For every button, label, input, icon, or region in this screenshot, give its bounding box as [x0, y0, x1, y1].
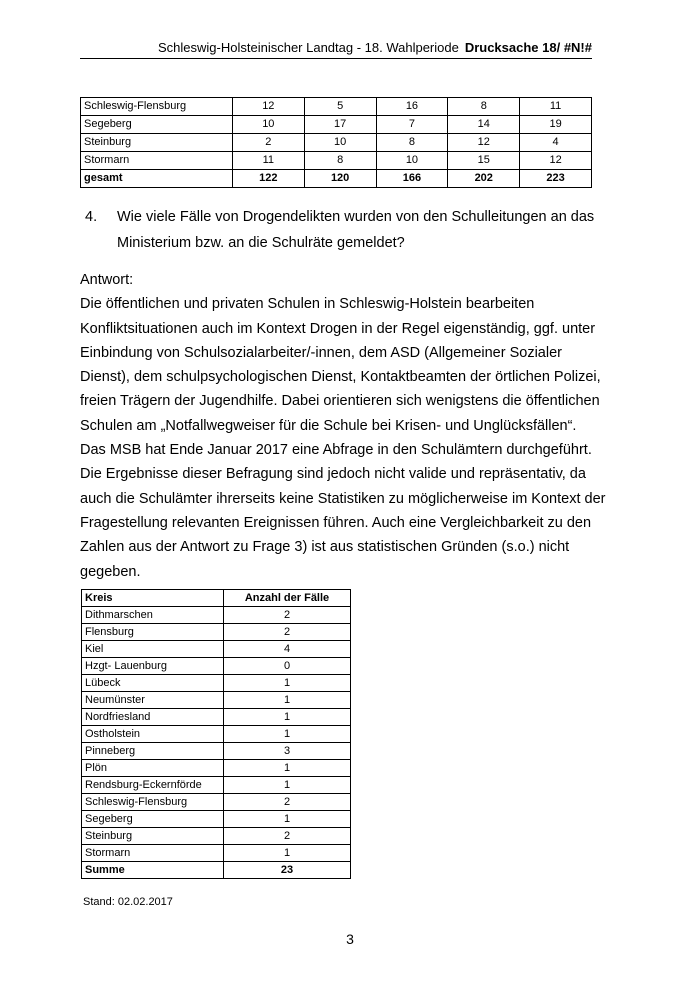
total-value: 23 [224, 862, 351, 879]
question-text: Wie viele Fälle von Drogendelikten wurden von den Schulleitungen an das Ministerium bzw. an die Schulräte gemeldet? [117, 209, 595, 251]
stand-date: Stand: 02.02.2017 [83, 896, 173, 908]
value-cell: 10 [304, 134, 376, 152]
value-cell: 12 [448, 134, 520, 152]
count-cell: 1 [224, 845, 351, 862]
count-cell: 1 [224, 675, 351, 692]
table-row [82, 726, 351, 743]
column-header-anzahl: Anzahl der Fälle [224, 590, 351, 607]
cases-table-continued [80, 97, 592, 188]
table-row [82, 760, 351, 777]
value-cell: 4 [520, 134, 592, 152]
value-cell: 12 [232, 98, 304, 116]
count-cell: 1 [224, 777, 351, 794]
table-row [82, 811, 351, 828]
total-value: 223 [520, 170, 592, 188]
page-number: 3 [346, 931, 354, 947]
table-row [82, 845, 351, 862]
kreis-cell: Rendsburg-Eckernförde [82, 777, 224, 794]
table-row [82, 777, 351, 794]
kreis-cell: Kiel [82, 641, 224, 658]
header-title: Schleswig-Holsteinischer Landtag - 18. Wahlperiode [158, 40, 459, 55]
table-row [81, 152, 592, 170]
page-header [80, 38, 592, 59]
table-row [82, 624, 351, 641]
table-row [82, 828, 351, 845]
count-cell: 1 [224, 760, 351, 777]
table-row [82, 743, 351, 760]
kreis-cell: Segeberg [81, 116, 233, 134]
value-cell: 8 [304, 152, 376, 170]
answer-label: Antwort: [80, 272, 134, 288]
kreis-cell: Flensburg [82, 624, 224, 641]
value-cell: 8 [376, 134, 448, 152]
question-number: 4. [85, 209, 98, 225]
table-row [81, 134, 592, 152]
total-label: Summe [82, 862, 224, 879]
table-row [81, 98, 592, 116]
value-cell: 19 [520, 116, 592, 134]
table-row [81, 116, 592, 134]
value-cell: 5 [304, 98, 376, 116]
kreis-cell: Lübeck [82, 675, 224, 692]
count-cell: 4 [224, 641, 351, 658]
table-row [82, 709, 351, 726]
total-value: 202 [448, 170, 520, 188]
table-row [82, 692, 351, 709]
kreis-cell: Stormarn [81, 152, 233, 170]
kreis-cell: Dithmarschen [82, 607, 224, 624]
value-cell: 8 [448, 98, 520, 116]
value-cell: 2 [232, 134, 304, 152]
kreis-cell: Steinburg [81, 134, 233, 152]
table-row [82, 675, 351, 692]
count-cell: 1 [224, 811, 351, 828]
count-cell: 1 [224, 692, 351, 709]
drucksache-number: Drucksache 18/ #N!# [464, 40, 592, 55]
value-cell: 11 [232, 152, 304, 170]
value-cell: 11 [520, 98, 592, 116]
value-cell: 10 [376, 152, 448, 170]
kreis-cell: Schleswig-Flensburg [81, 98, 233, 116]
value-cell: 16 [376, 98, 448, 116]
value-cell: 14 [448, 116, 520, 134]
value-cell: 7 [376, 116, 448, 134]
value-cell: 10 [232, 116, 304, 134]
count-cell: 3 [224, 743, 351, 760]
kreis-cell: Steinburg [82, 828, 224, 845]
kreis-cell: Hzgt- Lauenburg [82, 658, 224, 675]
table-row [82, 641, 351, 658]
kreis-cell: Pinneberg [82, 743, 224, 760]
value-cell: 15 [448, 152, 520, 170]
column-header-kreis: Kreis [82, 590, 224, 607]
count-cell: 0 [224, 658, 351, 675]
kreis-cell: Schleswig-Flensburg [82, 794, 224, 811]
kreis-cell: Neumünster [82, 692, 224, 709]
kreis-cell: Segeberg [82, 811, 224, 828]
total-value: 120 [304, 170, 376, 188]
kreis-cell: Plön [82, 760, 224, 777]
question-4 [80, 204, 612, 256]
answer-paragraph-1: Die öffentlichen und privaten Schulen in Schleswig-Holstein bearbeiten Konfliktsituationen auch im Kontext Drogen in der Regel eigenständig, ggf. unter Einbindung von Schulsozialarbeiter/-innen, dem ASD (Allgemeiner Sozialer Dienst), dem schulpsychologischen Dienst, Kontaktbeamten der örtlichen Polizei, freien Trägern der Jugendhilfe. Dabei orientieren sich wenigstens die öffentlichen Schulen am „Notfallwegweiser für die Schule bei Krisen- und Unglücksfällen“. [80, 296, 601, 434]
table-row [82, 794, 351, 811]
total-row [81, 170, 592, 188]
count-cell: 2 [224, 624, 351, 641]
value-cell: 12 [520, 152, 592, 170]
total-label: gesamt [81, 170, 233, 188]
count-cell: 2 [224, 794, 351, 811]
kreis-cell: Nordfriesland [82, 709, 224, 726]
kreis-cell: Stormarn [82, 845, 224, 862]
count-cell: 1 [224, 726, 351, 743]
reported-cases-table [81, 589, 351, 879]
kreis-cell: Ostholstein [82, 726, 224, 743]
count-cell: 2 [224, 607, 351, 624]
value-cell: 17 [304, 116, 376, 134]
total-value: 122 [232, 170, 304, 188]
answer-block [80, 268, 612, 584]
table-row [82, 658, 351, 675]
table-row [82, 607, 351, 624]
total-row [82, 862, 351, 879]
answer-paragraph-2: Das MSB hat Ende Januar 2017 eine Abfrage in den Schulämtern durchgeführt. Die Ergebnisse dieser Befragung sind jedoch nicht valide und repräsentativ, da auch die Schulämter ihrerseits keine Statistiken zu möglicherweise im Kontext der Fragestellung relevanten Ereignissen führen. Auch eine Vergleichbarkeit zu den Zahlen aus der Antwort zu Frage 3) ist aus statistischen Gründen (s.o.) nicht gegeben. [80, 442, 606, 580]
count-cell: 1 [224, 709, 351, 726]
total-value: 166 [376, 170, 448, 188]
count-cell: 2 [224, 828, 351, 845]
header-row [82, 590, 351, 607]
